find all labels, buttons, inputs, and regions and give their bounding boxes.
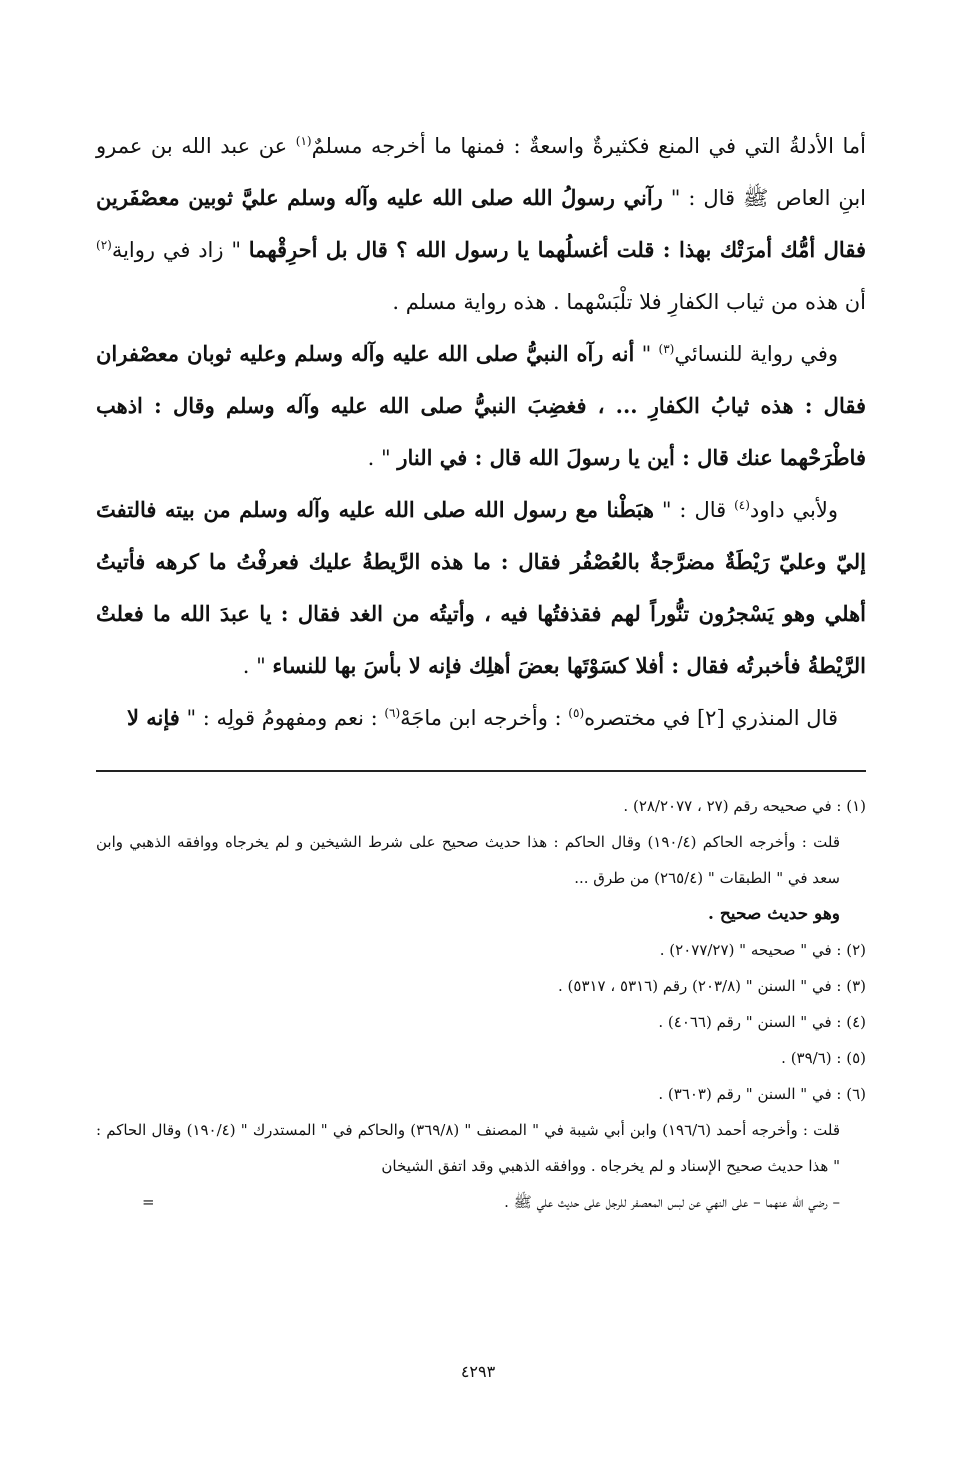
footnote-ref[interactable]: (٢) (96, 238, 112, 252)
text-run: " . (367, 446, 398, 470)
footnote-4: (٤) : في " السنن " رقم (٤٠٦٦) . (658, 1013, 866, 1031)
footnote-3: (٣) : في " السنن " (٢٠٣/٨) رقم (٥٣١٦ ، ٥٣١٧) . (558, 977, 866, 995)
text-run: " زاد في رواية (111, 238, 249, 262)
paragraph-3 (96, 484, 866, 692)
footnote-1-note: قلت : وأخرجه الحاكم (١٩٠/٤) وقال الحاكم : هذا حديث صحيح على شرط الشيخين و لم يخرجاه ووافقه الذهبي وابن سعد في " الطبقات " (٢٦٥/٤) من طرق ... (96, 833, 840, 887)
main-text (96, 120, 866, 744)
text-run: ولأبي داود (749, 498, 838, 522)
text-run: " . (242, 654, 273, 678)
footnote-6: (٦) : في " السنن " رقم (٣٦٠٣) . (658, 1085, 866, 1103)
footnotes (96, 788, 866, 1220)
text-run: أما الأدلةُ التي في المنع فكثيرةٌ واسعةٌ : فمنها ما أخرجه مسلمٌ (311, 134, 866, 158)
hadith-quote: فإنه لا (126, 705, 180, 730)
text-run: قال : " (653, 498, 735, 522)
paragraph-2 (96, 328, 866, 484)
footnote-1: (١) : في صحيحه رقم (٢٧ ، ٢٨/٢٠٧٧) . (623, 797, 866, 815)
text-run: " (634, 342, 659, 366)
footnote-ref[interactable]: (١) (295, 134, 312, 148)
text-run: قال المنذري [٢] في مختصره (584, 706, 838, 730)
footnote-1-verdict: وهو حديث صحيح . (708, 904, 840, 924)
text-run: – رضي الله عنهما – على النهي عن لبس المعصفر للرجل على حديث علي ﷺ . (504, 1193, 840, 1211)
text-run: : وأخرجه ابن ماجَهْ (400, 706, 569, 730)
page-number: ٤٢٩٣ (460, 1362, 496, 1381)
paragraph-4 (96, 692, 866, 744)
hadith-quote: هبَطْنا مع رسول الله صلى الله عليه وآله وسلم من بيته فالتفتَ إليّ وعليّ رَيْطَةٌ مضرَّجةٌ بالعُصْفُر فقال : ما هذه الرَّيطةُ عليك فعرفْتُ ما كرهه فأتيتُ أهلي وهو يَسْجرُون تنُّوراً لهم فقذفتُها فيه ، وأتيتُه من الغد فقال : يا عبدَ الله ما فعلتْ الرَّيْطةُ فأخبرتُه فقال : أفلا كسَوْتَها بعضَ أهلِك فإنه لا بأسَ بها للنساء (96, 497, 866, 678)
footnote-5: (٥) : (٣٩/٦) . (781, 1049, 866, 1067)
hadith-quote: أنه رآه النبيُّ صلى الله عليه وآله وسلم وعليه ثوبان معصْفران فقال : هذه ثيابُ الكفارِ ... ، فغضِبَ النبيُّ صلى الله عليه وآله وسلم وقال : اذهب فاطْرَحْهما عنك قال : أين يا رسولَ الله قال : في النار (96, 341, 866, 470)
footnote-ref[interactable]: (٦) (384, 706, 401, 720)
footnote-separator (96, 770, 866, 772)
text-run: عن عبد الله بن عمرو ابنِ العاص ﷺ قال : " (96, 134, 866, 210)
paragraph-1 (96, 120, 866, 328)
hadith-quote: رآني رسولُ الله صلى الله عليه وآله وسلم عليَّ ثوبين معصْفَرين فقال أمُّك أمرَتْك بهذا : قلت أغسلُهما يا رسول الله ؟ قال بل أحرِقْهما (96, 185, 866, 262)
text-run: وفي رواية للنسائي (674, 342, 839, 366)
continuation-mark: = (142, 1193, 155, 1211)
footnote-ref[interactable]: (٣) (658, 342, 675, 356)
text-run: : نعم ومفهومُ قولِه : " (179, 706, 385, 730)
footnote-6-note: قلت : وأخرجه أحمد (١٩٦/٦) وابن أبي شيبة في " المصنف " (٣٦٩/٨) والحاكم في " المستدرك " (١٩٠/٤) وقال الحاكم : " هذا حديث صحيح الإسناد و لم يخرجاه . ووافقه الذهبي وقد اتفق الشيخان (96, 1121, 840, 1175)
text-run: أن هذه من ثياب الكفارِ فلا تلْبَسْهما . هذه رواية مسلم . (392, 290, 866, 314)
footnote-2: (٢) : في " صحيحه " (٢٠٧٧/٢٧) . (659, 941, 866, 959)
footnote-6-note-end (96, 1184, 866, 1220)
footnote-ref[interactable]: (٤) (734, 498, 750, 512)
footnote-ref[interactable]: (٥) (568, 706, 585, 720)
